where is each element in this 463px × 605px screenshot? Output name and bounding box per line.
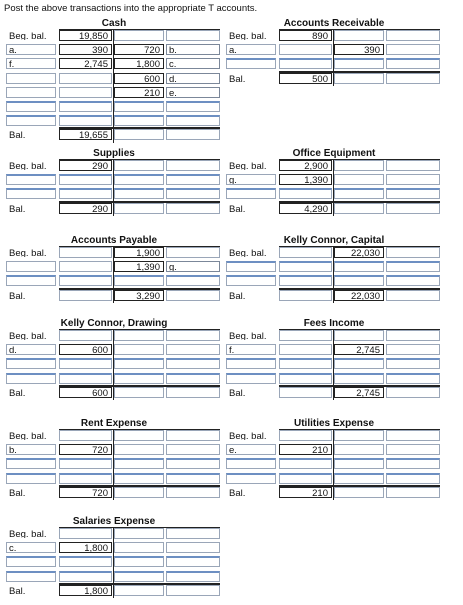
row-label: Bal. [9, 130, 26, 141]
entry-row [4, 115, 224, 128]
entry-row [4, 275, 224, 288]
entry-row [4, 87, 224, 100]
credit-ref-input[interactable] [166, 585, 220, 596]
entry-row [4, 188, 224, 201]
debit-amount-input[interactable] [59, 556, 112, 567]
debit-amount-input[interactable] [59, 188, 112, 199]
debit-amount-input[interactable] [59, 87, 112, 98]
credit-amount-input[interactable]: 22,030 [334, 247, 384, 258]
balance-rule [59, 385, 220, 387]
debit-amount-input[interactable] [279, 430, 332, 441]
credit-ref-input[interactable] [166, 487, 220, 498]
credit-ref-input[interactable] [386, 358, 440, 369]
debit-ref-input[interactable] [6, 458, 56, 469]
balance-rule [279, 201, 440, 203]
credit-ref-input[interactable] [166, 373, 220, 384]
balance-row [4, 203, 224, 216]
credit-ref-input[interactable] [166, 101, 220, 112]
debit-ref-input[interactable]: d. [6, 344, 56, 355]
debit-ref-input[interactable]: a. [6, 44, 56, 55]
credit-ref-input[interactable] [386, 487, 440, 498]
credit-amount-input[interactable]: 600 [114, 73, 164, 84]
account-title: Utilities Expense [293, 418, 375, 429]
t-account-supplies [4, 148, 224, 221]
entry-row [4, 571, 224, 584]
debit-amount-input[interactable] [59, 430, 112, 441]
debit-amount-input[interactable] [59, 473, 112, 484]
debit-ref-input[interactable] [6, 73, 56, 84]
credit-amount-input[interactable] [114, 101, 164, 112]
row-label: Beg. bal. [9, 431, 47, 441]
balance-rule [279, 71, 440, 73]
debit-amount-input[interactable] [279, 387, 332, 398]
balance-row [4, 585, 224, 598]
balance-row [224, 487, 444, 500]
row-label: Beg. bal. [9, 529, 47, 539]
row-label: Bal. [229, 203, 246, 214]
t-account-salaries-expense [4, 516, 224, 603]
credit-ref-input[interactable] [166, 330, 220, 341]
balance-rule [279, 485, 440, 487]
credit-amount-input[interactable] [114, 330, 164, 341]
credit-ref-input[interactable] [166, 129, 220, 140]
beginning-balance-row [224, 247, 444, 260]
debit-amount-input[interactable] [59, 115, 112, 126]
debit-amount-input[interactable] [59, 73, 112, 84]
debit-ref-input[interactable]: b. [6, 444, 56, 455]
credit-amount-input[interactable] [334, 330, 384, 341]
debit-ref-input[interactable] [6, 115, 56, 126]
entry-row [4, 542, 224, 555]
debit-ref-input[interactable]: g. [226, 174, 276, 185]
debit-amount-input[interactable] [279, 261, 332, 272]
debit-amount-input[interactable] [279, 458, 332, 469]
debit-ref-input[interactable] [226, 275, 276, 286]
credit-amount-input[interactable] [114, 556, 164, 567]
credit-ref-input[interactable] [386, 387, 440, 398]
credit-ref-input[interactable] [386, 261, 440, 272]
debit-ref-input[interactable] [226, 473, 276, 484]
debit-ref-input[interactable] [226, 373, 276, 384]
t-account-kelly-connor-drawing [4, 318, 224, 405]
balance-rule [59, 583, 220, 585]
t-account-accounts-payable [4, 235, 224, 308]
credit-ref-input[interactable] [166, 115, 220, 126]
debit-ref-input[interactable] [6, 473, 56, 484]
entry-row [224, 344, 444, 357]
credit-amount-input[interactable] [334, 174, 384, 185]
account-title: Fees Income [303, 318, 365, 329]
debit-amount-input[interactable]: 600 [59, 387, 112, 398]
debit-amount-input[interactable] [279, 373, 332, 384]
credit-amount-input[interactable] [334, 58, 384, 69]
credit-amount-input[interactable] [114, 174, 164, 185]
t-account-office-equipment [224, 148, 444, 221]
row-label: Beg. bal. [9, 331, 47, 341]
t-account-rent-expense [4, 418, 224, 505]
beginning-balance-row [224, 30, 444, 43]
debit-amount-input[interactable] [59, 528, 112, 539]
credit-ref-input[interactable] [386, 174, 440, 185]
credit-amount-input[interactable] [334, 444, 384, 455]
balance-row [4, 129, 224, 142]
entry-row [4, 101, 224, 114]
credit-ref-input[interactable] [166, 430, 220, 441]
entry-row [224, 444, 444, 457]
debit-ref-input[interactable] [6, 275, 56, 286]
debit-ref-input[interactable] [226, 458, 276, 469]
credit-amount-input[interactable]: 3,290 [114, 290, 164, 301]
credit-ref-input[interactable] [386, 290, 440, 301]
debit-amount-input[interactable] [59, 358, 112, 369]
row-label: Bal. [9, 387, 26, 398]
beginning-balance-row [4, 160, 224, 173]
entry-row [4, 174, 224, 187]
credit-ref-input[interactable] [166, 160, 220, 171]
credit-ref-input[interactable] [166, 556, 220, 567]
credit-amount-input[interactable] [334, 430, 384, 441]
credit-amount-input[interactable] [114, 458, 164, 469]
beginning-balance-row [4, 528, 224, 541]
debit-amount-input[interactable] [59, 571, 112, 582]
entry-row [224, 358, 444, 371]
row-label: Bal. [229, 290, 246, 301]
t-account-cash [4, 18, 224, 148]
entry-row [224, 44, 444, 57]
debit-amount-input[interactable] [59, 290, 112, 301]
credit-ref-input[interactable] [386, 275, 440, 286]
credit-ref-input[interactable] [386, 203, 440, 214]
debit-ref-input[interactable] [6, 101, 56, 112]
debit-amount-input[interactable]: 290 [59, 160, 112, 171]
credit-amount-input[interactable] [334, 160, 384, 171]
credit-ref-input[interactable] [166, 275, 220, 286]
credit-amount-input[interactable]: 390 [334, 44, 384, 55]
credit-amount-input[interactable] [334, 188, 384, 199]
debit-amount-input[interactable] [279, 275, 332, 286]
credit-ref-input[interactable] [166, 444, 220, 455]
entry-row [4, 556, 224, 569]
debit-amount-input[interactable]: 500 [279, 73, 332, 84]
credit-ref-input[interactable] [166, 290, 220, 301]
credit-amount-input[interactable] [114, 473, 164, 484]
credit-amount-input[interactable]: 22,030 [334, 290, 384, 301]
balance-row [224, 73, 444, 86]
balance-row [4, 487, 224, 500]
debit-amount-input[interactable]: 1,800 [59, 585, 112, 596]
credit-amount-input[interactable]: 1,900 [114, 247, 164, 258]
debit-amount-input[interactable]: 890 [279, 30, 332, 41]
debit-amount-input[interactable] [279, 290, 332, 301]
account-title: Accounts Receivable [283, 18, 385, 29]
debit-amount-input[interactable]: 1,800 [59, 542, 112, 553]
debit-amount-input[interactable]: 2,900 [279, 160, 332, 171]
balance-rule [279, 288, 440, 290]
credit-amount-input[interactable] [334, 275, 384, 286]
credit-ref-input[interactable] [166, 344, 220, 355]
credit-amount-input[interactable] [114, 571, 164, 582]
debit-amount-input[interactable] [59, 275, 112, 286]
credit-ref-input[interactable] [166, 458, 220, 469]
entry-row [4, 73, 224, 86]
credit-amount-input[interactable]: 2,745 [334, 344, 384, 355]
credit-amount-input[interactable] [114, 115, 164, 126]
row-label: Beg. bal. [9, 31, 47, 41]
credit-ref-input[interactable] [166, 174, 220, 185]
credit-amount-input[interactable] [114, 444, 164, 455]
credit-amount-input[interactable] [114, 30, 164, 41]
account-title: Kelly Connor, Capital [283, 235, 385, 246]
credit-amount-input[interactable] [114, 528, 164, 539]
debit-amount-input[interactable]: 720 [59, 444, 112, 455]
row-label: Bal. [229, 73, 246, 84]
credit-ref-input[interactable] [386, 73, 440, 84]
row-label: Bal. [9, 585, 26, 596]
entry-row [224, 458, 444, 471]
debit-ref-input[interactable]: f. [6, 58, 56, 69]
row-label: Beg. bal. [229, 431, 267, 441]
credit-amount-input[interactable] [334, 203, 384, 214]
debit-amount-input[interactable] [59, 458, 112, 469]
account-title: Rent Expense [80, 418, 148, 429]
balance-row [224, 290, 444, 303]
beginning-balance-row [224, 160, 444, 173]
credit-ref-input[interactable] [386, 160, 440, 171]
debit-amount-input[interactable]: 210 [279, 487, 332, 498]
debit-ref-input[interactable] [226, 358, 276, 369]
debit-amount-input[interactable]: 600 [59, 344, 112, 355]
debit-ref-input[interactable] [6, 358, 56, 369]
entry-row [224, 373, 444, 386]
row-label: Beg. bal. [9, 161, 47, 171]
t-account-utilities-expense [224, 418, 444, 505]
account-title: Salaries Expense [72, 516, 156, 527]
debit-amount-input[interactable]: 1,390 [279, 174, 332, 185]
debit-amount-input[interactable] [59, 174, 112, 185]
credit-amount-input[interactable] [114, 160, 164, 171]
debit-amount-input[interactable] [279, 473, 332, 484]
debit-ref-input[interactable] [6, 188, 56, 199]
credit-ref-input[interactable]: d. [166, 73, 220, 84]
debit-amount-input[interactable] [279, 358, 332, 369]
debit-amount-input[interactable] [59, 101, 112, 112]
credit-ref-input[interactable] [386, 444, 440, 455]
debit-ref-input[interactable]: a. [226, 44, 276, 55]
t-account-kelly-connor-capital [224, 235, 444, 308]
credit-ref-input[interactable] [166, 473, 220, 484]
credit-amount-input[interactable] [334, 73, 384, 84]
row-label: Beg. bal. [9, 248, 47, 258]
row-label: Bal. [9, 487, 26, 498]
account-title: Supplies [93, 148, 135, 159]
balance-rule [59, 201, 220, 203]
credit-ref-input[interactable] [166, 358, 220, 369]
credit-ref-input[interactable] [386, 458, 440, 469]
credit-amount-input[interactable] [334, 373, 384, 384]
credit-amount-input[interactable] [114, 129, 164, 140]
debit-amount-input[interactable] [279, 58, 332, 69]
debit-amount-input[interactable] [279, 44, 332, 55]
debit-amount-input[interactable]: 4,290 [279, 203, 332, 214]
credit-amount-input[interactable] [334, 473, 384, 484]
credit-ref-input[interactable] [386, 344, 440, 355]
debit-amount-input[interactable] [59, 247, 112, 258]
credit-ref-input[interactable]: g. [166, 261, 220, 272]
debit-ref-input[interactable] [6, 87, 56, 98]
row-label: Beg. bal. [229, 31, 267, 41]
entry-row [4, 444, 224, 457]
credit-ref-input[interactable]: c. [166, 58, 220, 69]
credit-amount-input[interactable]: 720 [114, 44, 164, 55]
debit-amount-input[interactable] [279, 188, 332, 199]
entry-row [4, 344, 224, 357]
debit-amount-input[interactable]: 290 [59, 203, 112, 214]
debit-amount-input[interactable]: 2,745 [59, 58, 112, 69]
credit-amount-input[interactable]: 1,800 [114, 58, 164, 69]
debit-ref-input[interactable] [226, 58, 276, 69]
credit-ref-input[interactable] [166, 542, 220, 553]
credit-ref-input[interactable]: e. [166, 87, 220, 98]
balance-row [224, 387, 444, 400]
entry-row [224, 188, 444, 201]
entry-row [4, 58, 224, 71]
credit-ref-input[interactable] [166, 30, 220, 41]
debit-ref-input[interactable] [6, 373, 56, 384]
entry-row [224, 473, 444, 486]
t-account-accounts-receivable [224, 18, 444, 91]
debit-ref-input[interactable]: f. [226, 344, 276, 355]
beginning-balance-row [4, 30, 224, 43]
row-label: Bal. [229, 387, 246, 398]
beginning-balance-row [4, 247, 224, 260]
credit-ref-input[interactable] [166, 188, 220, 199]
entry-row [224, 174, 444, 187]
entry-row [224, 275, 444, 288]
credit-ref-input[interactable] [386, 430, 440, 441]
debit-amount-input[interactable] [279, 344, 332, 355]
debit-ref-input[interactable] [6, 571, 56, 582]
credit-amount-input[interactable] [334, 358, 384, 369]
entry-row [4, 261, 224, 274]
row-label: Beg. bal. [229, 248, 267, 258]
balance-row [4, 387, 224, 400]
entry-row [4, 44, 224, 57]
debit-amount-input[interactable] [59, 330, 112, 341]
debit-ref-input[interactable]: c. [6, 542, 56, 553]
debit-amount-input[interactable]: 19,655 [59, 129, 112, 140]
credit-ref-input[interactable] [166, 247, 220, 258]
credit-amount-input[interactable] [114, 358, 164, 369]
credit-ref-input[interactable]: b. [166, 44, 220, 55]
debit-amount-input[interactable] [279, 247, 332, 258]
entry-row [4, 373, 224, 386]
debit-ref-input[interactable] [6, 556, 56, 567]
debit-amount-input[interactable]: 390 [59, 44, 112, 55]
t-account-fees-income [224, 318, 444, 405]
credit-amount-input[interactable] [114, 387, 164, 398]
row-label: Bal. [229, 487, 246, 498]
row-label: Bal. [9, 203, 26, 214]
credit-ref-input[interactable] [386, 373, 440, 384]
debit-ref-input[interactable] [6, 174, 56, 185]
balance-row [224, 203, 444, 216]
row-label: Bal. [9, 290, 26, 301]
credit-ref-input[interactable] [386, 30, 440, 41]
entry-row [4, 473, 224, 486]
entry-row [4, 358, 224, 371]
balance-rule [59, 288, 220, 290]
debit-amount-input[interactable] [279, 330, 332, 341]
balance-rule [59, 485, 220, 487]
account-title: Office Equipment [292, 148, 376, 159]
debit-amount-input[interactable]: 19,850 [59, 30, 112, 41]
credit-amount-input[interactable]: 1,390 [114, 261, 164, 272]
credit-amount-input[interactable] [114, 542, 164, 553]
credit-ref-input[interactable] [386, 247, 440, 258]
credit-amount-input[interactable]: 210 [114, 87, 164, 98]
debit-amount-input[interactable]: 210 [279, 444, 332, 455]
debit-ref-input[interactable] [226, 261, 276, 272]
credit-amount-input[interactable] [334, 458, 384, 469]
debit-amount-input[interactable] [59, 373, 112, 384]
debit-ref-input[interactable] [226, 188, 276, 199]
credit-amount-input[interactable] [114, 344, 164, 355]
beginning-balance-row [224, 330, 444, 343]
credit-amount-input[interactable] [114, 203, 164, 214]
beginning-balance-row [4, 330, 224, 343]
credit-ref-input[interactable] [386, 188, 440, 199]
credit-amount-input[interactable] [114, 188, 164, 199]
credit-amount-input[interactable] [334, 487, 384, 498]
credit-ref-input[interactable] [166, 203, 220, 214]
credit-amount-input[interactable] [334, 261, 384, 272]
row-label: Beg. bal. [229, 331, 267, 341]
row-label: Beg. bal. [229, 161, 267, 171]
credit-amount-input[interactable] [114, 430, 164, 441]
entry-row [224, 261, 444, 274]
credit-ref-input[interactable] [166, 528, 220, 539]
credit-amount-input[interactable] [114, 487, 164, 498]
balance-rule [279, 385, 440, 387]
credit-ref-input[interactable] [386, 44, 440, 55]
credit-amount-input[interactable] [334, 30, 384, 41]
beginning-balance-row [4, 430, 224, 443]
credit-amount-input[interactable]: 2,745 [334, 387, 384, 398]
credit-ref-input[interactable] [166, 387, 220, 398]
credit-amount-input[interactable] [114, 275, 164, 286]
credit-ref-input[interactable] [386, 58, 440, 69]
debit-amount-input[interactable] [59, 261, 112, 272]
credit-ref-input[interactable] [386, 330, 440, 341]
instruction-text: Post the above transactions into the appropriate T accounts. [4, 3, 258, 14]
debit-amount-input[interactable]: 720 [59, 487, 112, 498]
account-title: Cash [101, 18, 127, 29]
debit-ref-input[interactable] [6, 261, 56, 272]
account-title: Kelly Connor, Drawing [60, 318, 168, 329]
credit-ref-input[interactable] [386, 473, 440, 484]
account-title: Accounts Payable [70, 235, 158, 246]
credit-amount-input[interactable] [114, 585, 164, 596]
debit-ref-input[interactable]: e. [226, 444, 276, 455]
entry-row [4, 458, 224, 471]
credit-ref-input[interactable] [166, 571, 220, 582]
entry-row [224, 58, 444, 71]
credit-amount-input[interactable] [114, 373, 164, 384]
beginning-balance-row [224, 430, 444, 443]
balance-row [4, 290, 224, 303]
balance-rule [59, 127, 220, 129]
